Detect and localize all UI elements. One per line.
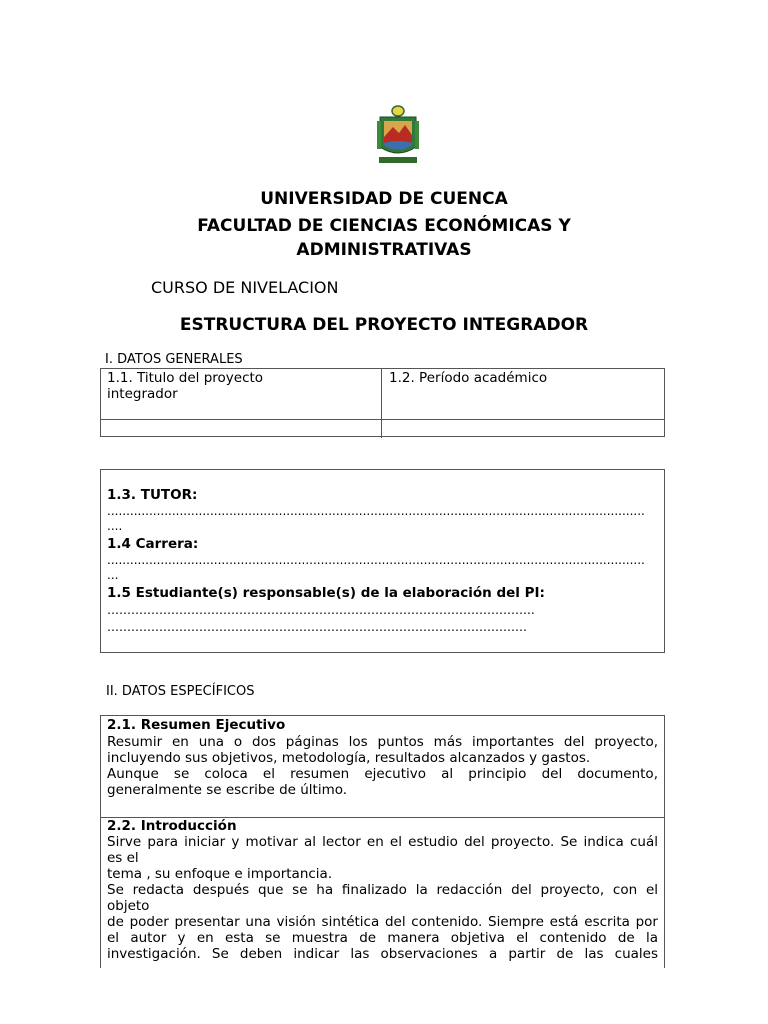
students-label: 1.5 Estudiante(s) responsable(s) de la elaboración del PI: [107, 585, 545, 601]
table-divider [101, 419, 664, 420]
tutor-dots-cont: .... [107, 519, 123, 533]
executive-summary-text: Resumir en una o dos páginas los puntos más importantes del proyecto, incluyendo sus objetivos, metodología, resultados alcanzados y gastos. Aunque se coloca el resumen ejecutivo al principio del documento, generalmente se escribe de último. [107, 734, 658, 798]
table-divider [381, 369, 382, 438]
specific-data-table [100, 715, 665, 968]
tutor-dots: ............................................................................................................................................. [107, 504, 645, 518]
course-name: CURSO DE NIVELACION [151, 278, 339, 297]
students-dots-cont: …………………………………………………………………………………………… [107, 620, 527, 634]
cell-project-title-label: 1.1. Titulo del proyecto integrador [107, 370, 264, 402]
tutor-career-students-box [100, 469, 665, 653]
faculty-line-2: ADMINISTRATIVAS [296, 240, 472, 260]
tutor-label: 1.3. TUTOR: [107, 487, 198, 503]
cell-academic-period-label: 1.2. Período académico [389, 370, 548, 386]
career-dots-cont: ... [107, 568, 119, 582]
university-name: UNIVERSIDAD DE CUENCA [260, 189, 508, 209]
faculty-line-1: FACULTAD DE CIENCIAS ECONÓMICAS Y [197, 216, 571, 236]
executive-summary-title: 2.1. Resumen Ejecutivo [107, 717, 286, 733]
section-1-heading: I. DATOS GENERALES [105, 352, 243, 367]
students-dots: …………………………………………………………………………………………….. [107, 603, 535, 617]
section-2-heading: II. DATOS ESPECÍFICOS [106, 684, 255, 699]
introduction-text: Sirve para iniciar y motivar al lector en el estudio del proyecto. Se indica cuál es el tema , su enfoque e importancia. Se redacta después que se ha finalizado la redacción del proyecto, con el objeto de poder presentar una visión sintética del contenido. Siempre está escrita por el autor y en esta se muestra de manera objetiva el contenido de la investigación. Se deben indicar las observaciones a partir de las cuales [107, 834, 658, 962]
university-seal-logo [375, 103, 421, 169]
document-title: ESTRUCTURA DEL PROYECTO INTEGRADOR [179, 315, 589, 335]
introduction-title: 2.2. Introducción [107, 818, 237, 834]
career-dots: ............................................................................................................................................. [107, 553, 645, 567]
general-data-table [100, 368, 665, 437]
career-label: 1.4 Carrera: [107, 536, 199, 552]
